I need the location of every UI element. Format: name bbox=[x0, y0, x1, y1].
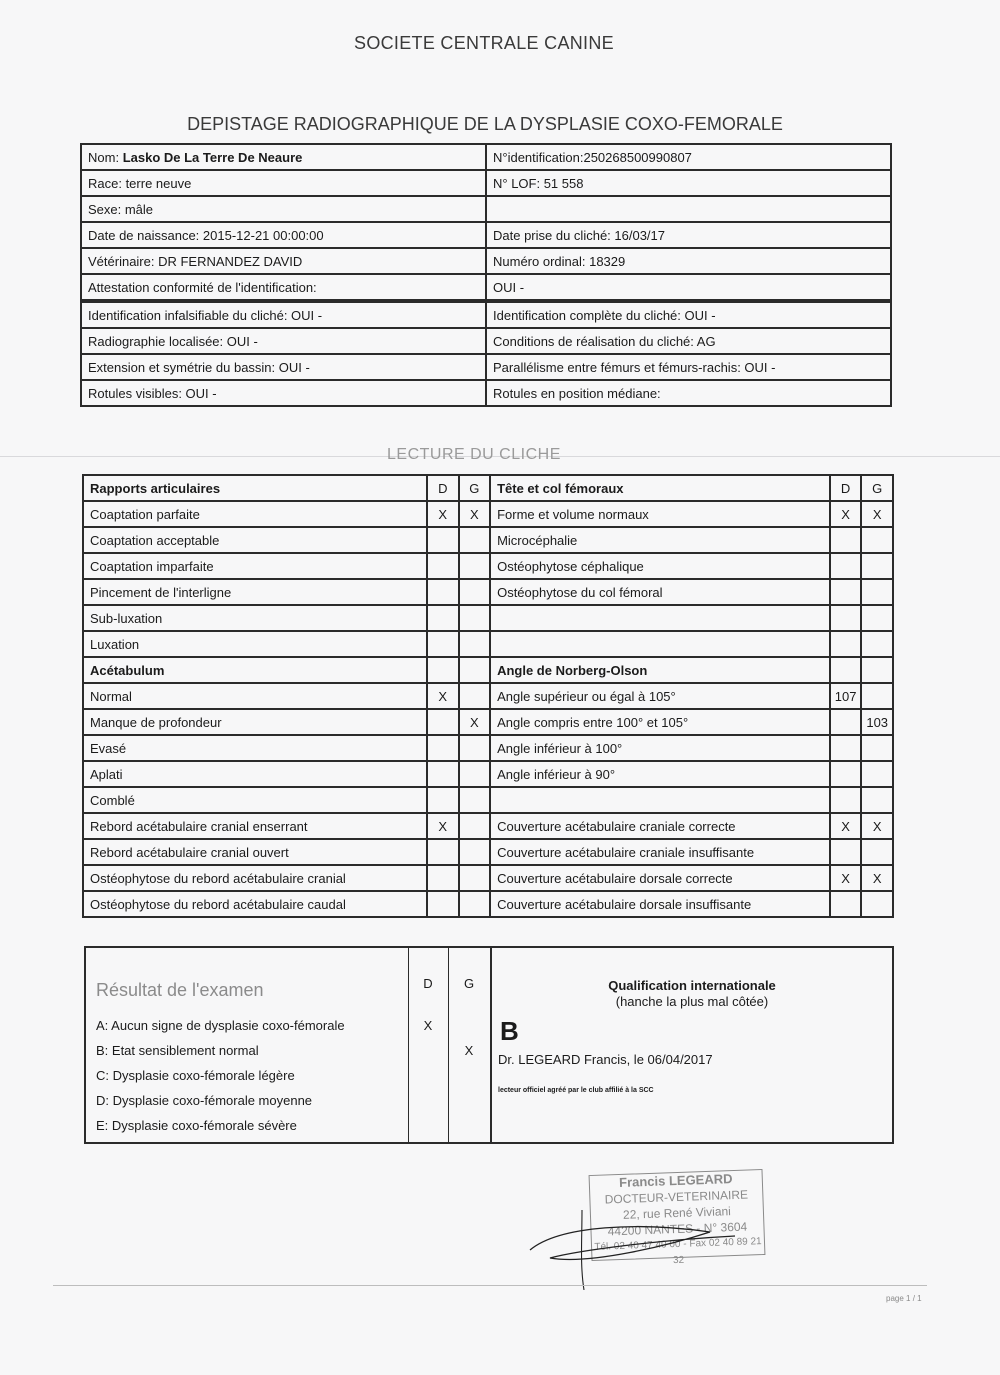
right-d-cell bbox=[830, 579, 862, 605]
right-g-cell: 103 bbox=[861, 709, 893, 735]
reading-row bbox=[83, 813, 893, 839]
left-d-cell bbox=[427, 579, 459, 605]
name-label: Nom: bbox=[88, 149, 120, 165]
result-grades-column bbox=[86, 948, 409, 1142]
right-g-cell bbox=[861, 787, 893, 813]
left-criterion-cell: Comblé bbox=[83, 787, 427, 813]
reading-row bbox=[83, 787, 893, 813]
right-g-cell: X bbox=[861, 501, 893, 527]
left-criterion-cell: Coaptation acceptable bbox=[83, 527, 427, 553]
reading-row bbox=[83, 891, 893, 917]
stamp-city: 44200 NANTES - N° 3604 bbox=[607, 1219, 748, 1239]
left-g-cell: X bbox=[459, 501, 491, 527]
grade-b-g-mark: X bbox=[464, 1043, 474, 1058]
right-g-cell bbox=[861, 553, 893, 579]
ident-infalsifiable-cell: Identification infalsifiable du cliché: OUI - bbox=[81, 301, 486, 328]
race-cell: Race: terre neuve bbox=[81, 170, 486, 196]
right-criterion-cell: Forme et volume normaux bbox=[490, 501, 830, 527]
identification-cell: N°identification:250268500990807 bbox=[486, 144, 891, 170]
left-g-cell: G bbox=[459, 475, 491, 501]
stamp-address: 22, rue René Viviani bbox=[622, 1204, 732, 1222]
right-d-cell bbox=[830, 787, 862, 813]
right-d-cell: X bbox=[830, 813, 862, 839]
right-g-cell bbox=[861, 683, 893, 709]
right-criterion-cell bbox=[490, 605, 830, 631]
right-g-cell bbox=[861, 527, 893, 553]
organization-name: SOCIETE CENTRALE CANINE bbox=[354, 33, 614, 53]
left-g-cell: X bbox=[459, 709, 491, 735]
reading-row bbox=[83, 761, 893, 787]
birth-date-cell: Date de naissance: 2015-12-21 00:00:00 bbox=[81, 222, 486, 248]
reading-row bbox=[83, 839, 893, 865]
right-d-cell bbox=[830, 553, 862, 579]
left-criterion-cell: Normal bbox=[83, 683, 427, 709]
left-g-cell bbox=[459, 657, 491, 683]
left-d-cell bbox=[427, 657, 459, 683]
left-d-cell bbox=[427, 891, 459, 917]
reading-row bbox=[83, 475, 893, 501]
right-criterion-cell: Microcéphalie bbox=[490, 527, 830, 553]
right-d-cell bbox=[830, 839, 862, 865]
reading-row bbox=[83, 657, 893, 683]
left-criterion-cell: Ostéophytose du rebord acétabulaire cranial bbox=[83, 865, 427, 891]
left-g-cell bbox=[459, 527, 491, 553]
right-criterion-cell: Angle compris entre 100° et 105° bbox=[490, 709, 830, 735]
result-d-header: D bbox=[423, 976, 433, 991]
right-d-cell bbox=[830, 657, 862, 683]
page-number: page 1 / 1 bbox=[886, 1294, 922, 1303]
attestation-label-cell: Attestation conformité de l'identification: bbox=[81, 274, 486, 301]
right-d-cell bbox=[830, 527, 862, 553]
grade-e-label: E: Dysplasie coxo-fémorale sévère bbox=[96, 1118, 297, 1133]
left-g-cell bbox=[459, 891, 491, 917]
left-criterion-cell: Coaptation parfaite bbox=[83, 501, 427, 527]
identification-table bbox=[80, 143, 892, 407]
reading-section-title: LECTURE DU CLICHE bbox=[387, 446, 561, 463]
left-g-cell bbox=[459, 579, 491, 605]
right-g-cell: G bbox=[861, 475, 893, 501]
lof-cell: N° LOF: 51 558 bbox=[486, 170, 891, 196]
left-d-cell bbox=[427, 527, 459, 553]
reading-row bbox=[83, 605, 893, 631]
left-d-cell bbox=[427, 761, 459, 787]
left-d-cell bbox=[427, 839, 459, 865]
right-d-cell bbox=[830, 735, 862, 761]
right-criterion-cell: Angle inférieur à 100° bbox=[490, 735, 830, 761]
right-g-cell bbox=[861, 839, 893, 865]
rotules-position-cell: Rotules en position médiane: bbox=[486, 380, 891, 406]
left-d-cell bbox=[427, 865, 459, 891]
right-criterion-cell: Couverture acétabulaire craniale insuffisante bbox=[490, 839, 830, 865]
left-d-cell bbox=[427, 605, 459, 631]
right-d-cell bbox=[830, 631, 862, 657]
right-d-cell bbox=[830, 761, 862, 787]
extension-cell: Extension et symétrie du bassin: OUI - bbox=[81, 354, 486, 380]
document-title: DEPISTAGE RADIOGRAPHIQUE DE LA DYSPLASIE COXO-FEMORALE bbox=[187, 114, 783, 134]
grade-d-label: D: Dysplasie coxo-fémorale moyenne bbox=[96, 1093, 313, 1108]
name-cell bbox=[81, 144, 486, 170]
right-d-cell bbox=[830, 605, 862, 631]
handwritten-signature bbox=[520, 1210, 750, 1290]
reader-signature-line: Dr. LEGEARD Francis, le 06/04/2017 bbox=[498, 1052, 713, 1067]
left-criterion-cell: Acétabulum bbox=[83, 657, 427, 683]
stamp-title: DOCTEUR-VETERINAIRE bbox=[604, 1187, 749, 1207]
right-criterion-cell bbox=[490, 787, 830, 813]
reading-row bbox=[83, 579, 893, 605]
left-g-cell bbox=[459, 553, 491, 579]
right-g-cell bbox=[861, 891, 893, 917]
right-criterion-cell: Angle de Norberg-Olson bbox=[490, 657, 830, 683]
footer-rule bbox=[53, 1285, 927, 1286]
left-criterion-cell: Aplati bbox=[83, 761, 427, 787]
reading-row bbox=[83, 553, 893, 579]
left-criterion-cell: Luxation bbox=[83, 631, 427, 657]
left-g-cell bbox=[459, 631, 491, 657]
grade-a-label: A: Aucun signe de dysplasie coxo-fémorale bbox=[96, 1018, 345, 1033]
official-reader-note: lecteur officiel agréé par le club affilié à la SCC bbox=[498, 1087, 654, 1094]
right-d-cell: D bbox=[830, 475, 862, 501]
grade-b-label: B: Etat sensiblement normal bbox=[96, 1043, 259, 1058]
right-criterion-cell: Couverture acétabulaire craniale correcte bbox=[490, 813, 830, 839]
left-criterion-cell: Ostéophytose du rebord acétabulaire caudal bbox=[83, 891, 427, 917]
stamp-name: Francis LEGEARD bbox=[618, 1171, 733, 1190]
right-d-cell: 107 bbox=[830, 683, 862, 709]
rotules-visibles-cell: Rotules visibles: OUI - bbox=[81, 380, 486, 406]
left-criterion-cell: Pincement de l'interligne bbox=[83, 579, 427, 605]
sex-cell: Sexe: mâle bbox=[81, 196, 486, 222]
right-g-cell bbox=[861, 605, 893, 631]
left-g-cell bbox=[459, 787, 491, 813]
result-panel bbox=[84, 946, 894, 1144]
left-criterion-cell: Rebord acétabulaire cranial enserrant bbox=[83, 813, 427, 839]
reading-row bbox=[83, 501, 893, 527]
grade-c-label: C: Dysplasie coxo-fémorale légère bbox=[96, 1068, 295, 1083]
left-g-cell bbox=[459, 813, 491, 839]
left-criterion-cell: Sub-luxation bbox=[83, 605, 427, 631]
final-grade: B bbox=[500, 1016, 519, 1046]
right-criterion-cell: Tête et col fémoraux bbox=[490, 475, 830, 501]
left-g-cell bbox=[459, 761, 491, 787]
left-d-cell: X bbox=[427, 501, 459, 527]
left-criterion-cell: Evasé bbox=[83, 735, 427, 761]
reading-row bbox=[83, 631, 893, 657]
empty-cell bbox=[486, 196, 891, 222]
dog-name: Lasko De La Terre De Neaure bbox=[122, 149, 303, 165]
radio-localisee-cell: Radiographie localisée: OUI - bbox=[81, 328, 486, 354]
ident-complete-cell: Identification complète du cliché: OUI - bbox=[486, 301, 891, 328]
right-criterion-cell: Ostéophytose du col fémoral bbox=[490, 579, 830, 605]
result-d-column bbox=[408, 948, 449, 1142]
vet-cell: Vétérinaire: DR FERNANDEZ DAVID bbox=[81, 248, 486, 274]
right-g-cell bbox=[861, 761, 893, 787]
reading-row bbox=[83, 865, 893, 891]
right-g-cell bbox=[861, 579, 893, 605]
grade-a-d-mark: X bbox=[423, 1018, 433, 1033]
right-g-cell: X bbox=[861, 865, 893, 891]
left-d-cell bbox=[427, 787, 459, 813]
xray-date-cell: Date prise du cliché: 16/03/17 bbox=[486, 222, 891, 248]
reading-row bbox=[83, 709, 893, 735]
left-d-cell bbox=[427, 631, 459, 657]
left-d-cell bbox=[427, 709, 459, 735]
reading-row bbox=[83, 683, 893, 709]
reading-table bbox=[82, 474, 894, 918]
qualification-column bbox=[492, 948, 892, 1142]
stamp-phone: Tél. 02 40 47 40 00 - Fax 02 40 89 21 32 bbox=[594, 1236, 762, 1267]
left-g-cell bbox=[459, 839, 491, 865]
left-d-cell bbox=[427, 553, 459, 579]
result-g-column bbox=[448, 948, 492, 1142]
attestation-value-cell: OUI - bbox=[486, 274, 891, 301]
right-g-cell bbox=[861, 657, 893, 683]
right-d-cell bbox=[830, 709, 862, 735]
right-d-cell: X bbox=[830, 501, 862, 527]
right-g-cell bbox=[861, 631, 893, 657]
reading-row bbox=[83, 527, 893, 553]
reading-row bbox=[83, 735, 893, 761]
left-criterion-cell: Manque de profondeur bbox=[83, 709, 427, 735]
left-criterion-cell: Coaptation imparfaite bbox=[83, 553, 427, 579]
parallelisme-cell: Parallélisme entre fémurs et fémurs-rachis: OUI - bbox=[486, 354, 891, 380]
conditions-cell: Conditions de réalisation du cliché: AG bbox=[486, 328, 891, 354]
right-d-cell bbox=[830, 891, 862, 917]
left-g-cell bbox=[459, 605, 491, 631]
qualification-title: Qualification internationale bbox=[608, 978, 776, 993]
left-g-cell bbox=[459, 735, 491, 761]
right-criterion-cell bbox=[490, 631, 830, 657]
left-d-cell: X bbox=[427, 813, 459, 839]
left-g-cell bbox=[459, 683, 491, 709]
qualification-subtitle: (hanche la plus mal côtée) bbox=[615, 994, 769, 1009]
right-criterion-cell: Angle inférieur à 90° bbox=[490, 761, 830, 787]
right-criterion-cell: Couverture acétabulaire dorsale insuffisante bbox=[490, 891, 830, 917]
right-criterion-cell: Angle supérieur ou égal à 105° bbox=[490, 683, 830, 709]
right-g-cell bbox=[861, 735, 893, 761]
ordinal-cell: Numéro ordinal: 18329 bbox=[486, 248, 891, 274]
left-g-cell bbox=[459, 865, 491, 891]
right-g-cell: X bbox=[861, 813, 893, 839]
right-criterion-cell: Ostéophytose céphalique bbox=[490, 553, 830, 579]
left-criterion-cell: Rapports articulaires bbox=[83, 475, 427, 501]
result-g-header: G bbox=[463, 976, 475, 991]
result-title: Résultat de l'examen bbox=[96, 980, 264, 1000]
right-d-cell: X bbox=[830, 865, 862, 891]
left-criterion-cell: Rebord acétabulaire cranial ouvert bbox=[83, 839, 427, 865]
left-d-cell: X bbox=[427, 683, 459, 709]
right-criterion-cell: Couverture acétabulaire dorsale correcte bbox=[490, 865, 830, 891]
left-d-cell bbox=[427, 735, 459, 761]
left-d-cell: D bbox=[427, 475, 459, 501]
